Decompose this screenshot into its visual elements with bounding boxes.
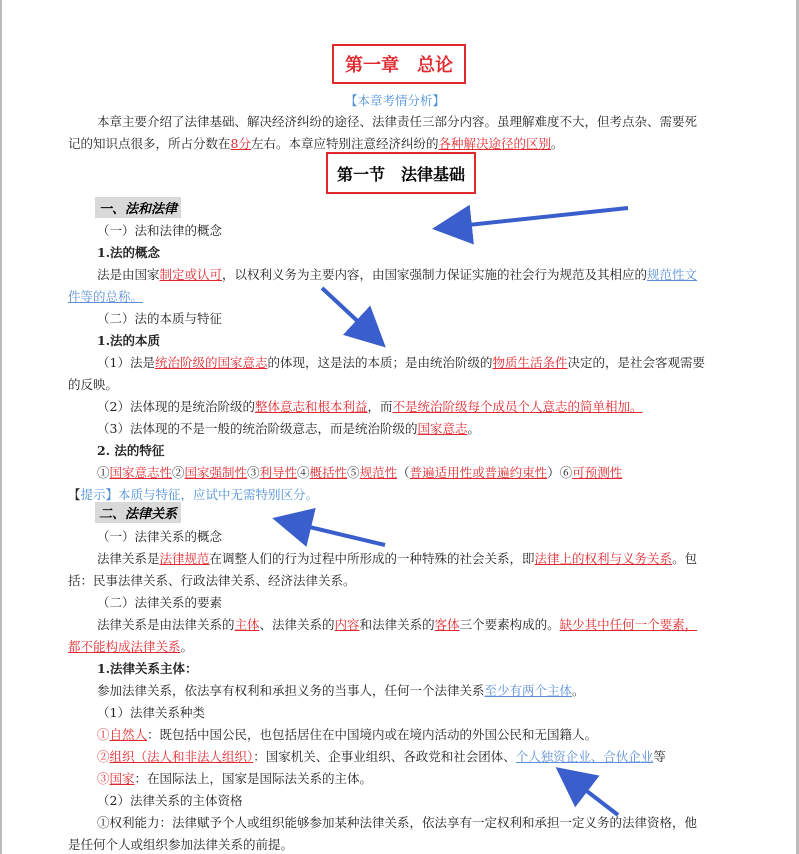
text: ③ <box>247 465 260 480</box>
subheading-bold: 2. 法的特征 <box>97 443 165 458</box>
text: ：既包括中国公民，也包括居住在中国境内或在境内活动的外国公民和无国籍人。 <box>147 727 598 742</box>
text: ① <box>97 727 110 742</box>
text: （1）法是 <box>97 355 155 370</box>
text: ③ <box>97 771 110 786</box>
highlight-blue: 件等的总称。 <box>68 289 144 304</box>
highlight: 利导性 <box>259 465 298 480</box>
text: 。 <box>467 421 480 436</box>
subheading-bold: 1.法的本质 <box>97 333 161 348</box>
highlight: 国家强制性 <box>184 465 248 480</box>
arrow-to-essence <box>322 288 380 342</box>
chapter-title: 第一章 总论 <box>332 44 466 84</box>
highlight: 国家意志性 <box>109 465 173 480</box>
text: 和法律关系的 <box>359 617 435 632</box>
intro-text: 左右。本章应特别注意经济纠纷的 <box>250 136 439 151</box>
text: 、法律关系的 <box>259 617 335 632</box>
intro-text: 记的知识点很多，所占分数在 <box>68 136 231 151</box>
highlight: 都不能构成法律关系 <box>68 639 181 654</box>
highlight: 组织（法人和非法人组织） <box>109 749 254 764</box>
text: 。包 <box>672 551 698 566</box>
text: （3）法体现的不是一般的统治阶级意志，而是统治阶级的 <box>97 421 418 436</box>
arrow-to-relation-concept <box>280 520 385 545</box>
section-title: 第一节 法律基础 <box>326 152 476 194</box>
text: 。 <box>180 639 194 654</box>
highlight: 法律上的权利与义务关系 <box>534 551 673 566</box>
text: （2）法体现的是统治阶级的 <box>97 399 255 414</box>
essence-1-line-2: 的反映。 <box>68 377 119 392</box>
capacity-line-2: 是任何个人或组织参加法律关系的前提。 <box>68 837 294 852</box>
highlight: 自然人 <box>109 727 148 742</box>
subheading: （一）法律关系的概念 <box>97 529 223 544</box>
heading-legal-relation: 二、法律关系 <box>95 502 181 523</box>
highlight: 制定或认可 <box>159 267 223 282</box>
text: ② <box>97 749 110 764</box>
text: （ <box>397 465 410 480</box>
highlight: 法律规范 <box>159 551 210 566</box>
highlight-blue: 规范性文 <box>647 267 698 282</box>
text: ② <box>172 465 185 480</box>
highlight: 客体 <box>434 617 460 632</box>
highlight: 可预测性 <box>572 465 623 480</box>
capacity-line-1: ①权利能力：法律赋予个人或组织能够参加某种法律关系，依法享有一定权利和承担一定义务的法律资格，他 <box>97 815 698 830</box>
text: ① <box>97 465 110 480</box>
highlight: 主体 <box>234 617 260 632</box>
arrow-to-enterprise <box>562 772 618 815</box>
subheading-bold: 1.法的概念 <box>97 245 161 260</box>
subheading-bold: 1.法律关系主体： <box>97 661 198 676</box>
text: 等 <box>653 749 666 764</box>
heading-law: 一、法和法律 <box>95 197 181 218</box>
highlight: 物质生活条件 <box>492 355 568 370</box>
tip-label: 提示 <box>80 487 106 502</box>
text: 法律关系是 <box>97 551 160 566</box>
highlight: 普遍适用性或普遍约束性 <box>409 465 548 480</box>
subheading: （一）法和法律的概念 <box>97 223 223 238</box>
text: 【 <box>68 487 81 502</box>
highlight-score: 8分 <box>230 136 251 151</box>
highlight: 统治阶级的国家意志 <box>154 355 268 370</box>
tip-text: 】本质与特征，应试中无需特别区分。 <box>105 487 319 502</box>
subheading: （2）法律关系的主体资格 <box>97 793 243 808</box>
text: 的体现，这是法的本质；是由统治阶级的 <box>267 355 493 370</box>
highlight: 内容 <box>334 617 360 632</box>
highlight: 国家意志 <box>417 421 468 436</box>
subheading: （二）法律关系的要素 <box>97 595 223 610</box>
text: 在调整人们的行为过程中所形成的一种特殊的社会关系，即 <box>209 551 535 566</box>
highlight: 缺少其中任何一个要素， <box>559 617 698 632</box>
text: 法律关系是由法律关系的 <box>97 617 235 632</box>
relation-line-2: 括：民事法律关系、行政法律关系、经济法律关系。 <box>68 573 356 588</box>
highlight-blue: 至少有两个主体 <box>484 683 573 698</box>
text: 三个要素构成的。 <box>459 617 560 632</box>
text: 参加法律关系，依法享有权利和承担义务的当事人，任何一个法律关系 <box>97 683 485 698</box>
highlight: 规范性 <box>359 465 398 480</box>
subheading: （1）法律关系种类 <box>97 705 205 720</box>
text: ，而 <box>367 399 393 414</box>
text: ⑤ <box>347 465 360 480</box>
highlight: 概括性 <box>309 465 348 480</box>
text: ，以权利义务为主要内容，由国家强制力保证实施的社会行为规范及其相应的 <box>222 267 648 282</box>
intro-line-1: 本章主要介绍了法律基础、解决经济纠纷的途径、法律责任三部分内容。虽理解难度不大，但考点杂、需要死 <box>97 114 698 129</box>
analysis-label: 【本章考情分析】 <box>345 93 446 108</box>
subheading: （二）法的本质与特征 <box>97 311 223 326</box>
highlight: 不是统治阶级每个成员个人意志的简单相加。 <box>392 399 643 414</box>
highlight: 整体意志和根本利益 <box>254 399 368 414</box>
arrow-to-law-concept <box>440 208 628 228</box>
text: 决定的，是社会客观需要 <box>567 355 706 370</box>
text: ④ <box>297 465 310 480</box>
highlight-resolution: 各种解决途径的区别 <box>438 136 551 151</box>
text: ：在国际法上，国家是国际法关系的主体。 <box>134 771 373 786</box>
highlight: 国家 <box>109 771 135 786</box>
text: ：国家机关、企事业组织、各政党和社会团体、 <box>253 749 516 764</box>
text: 法是由国家 <box>97 267 160 282</box>
highlight-blue: 个人独资企业、合伙企业 <box>515 749 654 764</box>
intro-text: 。 <box>551 136 564 151</box>
text: ）⑥ <box>547 465 573 480</box>
text: 。 <box>572 683 585 698</box>
